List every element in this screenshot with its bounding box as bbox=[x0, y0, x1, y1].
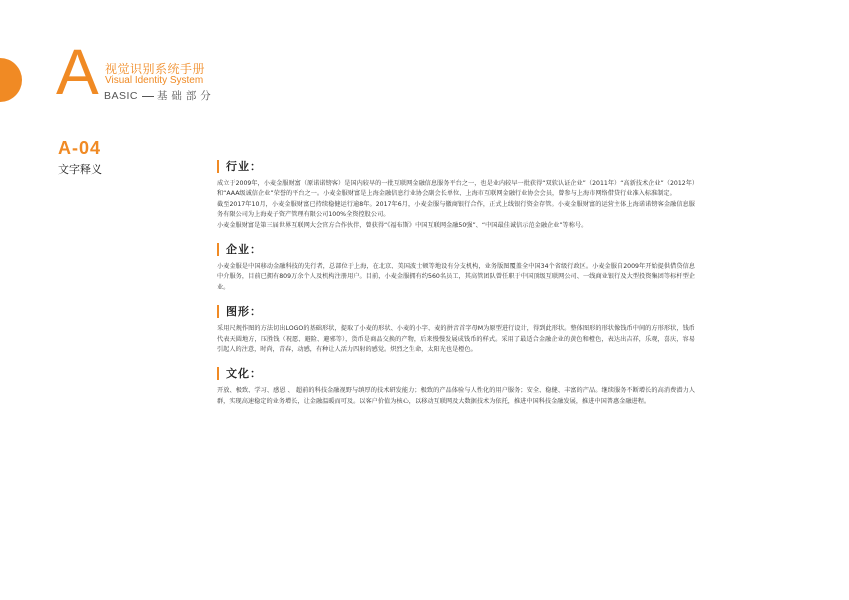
heading-bar bbox=[217, 367, 219, 380]
heading-bar bbox=[217, 243, 219, 256]
block-heading bbox=[217, 159, 695, 173]
block-graphic bbox=[217, 304, 695, 355]
basic-label: BASIC bbox=[104, 90, 139, 102]
block-paragraph: 截至2017年10月，小麦金服财富已持续稳健运行逾8年。2017年6月，小麦金服与徽商银行合作，正式上线银行资金存管。小麦金服财富的运营主体上海诺诺镑客金融信息服务有限公司为上海麦子资产管理有限公司100%全资控股公司。 bbox=[217, 200, 695, 219]
part-label: 基 础 部 分 bbox=[157, 90, 212, 102]
block-title: 企业： bbox=[226, 243, 262, 257]
block-title: 行业： bbox=[226, 160, 262, 173]
section-code: A-04 bbox=[58, 138, 102, 158]
content-area bbox=[217, 159, 695, 418]
heading-bar bbox=[217, 305, 219, 318]
section-title: 文字释义 bbox=[58, 163, 102, 176]
orange-circle-decoration bbox=[0, 58, 22, 102]
block-paragraph: 小麦金服是中国移动金融科技的先行者，总部位于上海，在北京、美国波士顿等地设有分支机构，业务版图覆盖全中国34个省级行政区。小麦金服自2009年开始提供借贷信息中介服务，目前已拥有809万余个人及机构注册用户。目前，小麦金服拥有约560名员工，其高管团队曾任职于中国顶级互联网公司、一线商业银行及大型投资集团等标杆型企业。 bbox=[217, 263, 695, 291]
section-letter: A bbox=[56, 36, 99, 108]
block-culture bbox=[217, 366, 695, 407]
block-title: 图形： bbox=[226, 305, 262, 319]
manual-title-cn: 视觉识别系统手册 bbox=[105, 62, 206, 76]
basic-part-label bbox=[104, 88, 211, 103]
heading-bar bbox=[217, 160, 219, 173]
block-paragraph: 成立于2009年，小麦金服财富（原诺诺镑客）是国内较早的一批互联网金融信息服务平台之一，也是业内较早一批获得“双软认证企业”（2011年）“高新技术企业”（2012年）和“AAA级诚信企业”荣誉的平台之一。小麦金服财富是上海金融信息行业协会副会长单位、上海市互联网金融行业协会会员，曾参与上海市网络借贷行业准入标准制定。 bbox=[217, 180, 695, 198]
manual-title-en: Visual Identity System bbox=[105, 75, 204, 86]
block-paragraph: 小麦金服财富是第三届世界互联网大会官方合作伙伴，曾获得“《福布斯》中国互联网金融50强”、“中国最佳诚信示范金融企业”等称号。 bbox=[217, 221, 588, 229]
block-enterprise bbox=[217, 242, 695, 293]
block-title: 文化： bbox=[226, 367, 262, 381]
block-heading bbox=[217, 366, 695, 380]
block-industry bbox=[217, 159, 695, 231]
block-paragraph: 采用尺规作图的方法切出LOGO的基础形状，提取了小麦的形状、小麦的小字、麦的拼音首字母M为原型进行设计，得到此形状。整体图形的形状像钱币中间的方形形状，钱币代表天圆地方，压胜钱（祝愿、避险、避邪等），货币是商品交换的产物，后来慢慢发展成钱币的样式。采用了最适合金融企业的黄色和橙色，表达出吉祥，乐观，喜庆，容易引起人的注意，时尚，青春，动感，有种让人活力四射的感觉。炽烈之生命，太阳光也是橙色。 bbox=[217, 325, 695, 354]
block-paragraph: 开放、极致、学习、感恩 、 超前的科技金融视野与缜厚的技术研发能力；极致的产品体验与人性化的用户服务；安全、稳健、丰富的产品。继续服务不断增长的高消费潜力人群，实现高速稳定的业务增长，让金融温暖而可及。以客户价值为核心，以移动互联网及大数据技术为依托，推进中国科技金融发展，推进中国普惠金融进程。 bbox=[217, 387, 695, 405]
block-heading bbox=[217, 242, 695, 256]
block-heading bbox=[217, 304, 695, 318]
dash-divider bbox=[142, 96, 154, 97]
